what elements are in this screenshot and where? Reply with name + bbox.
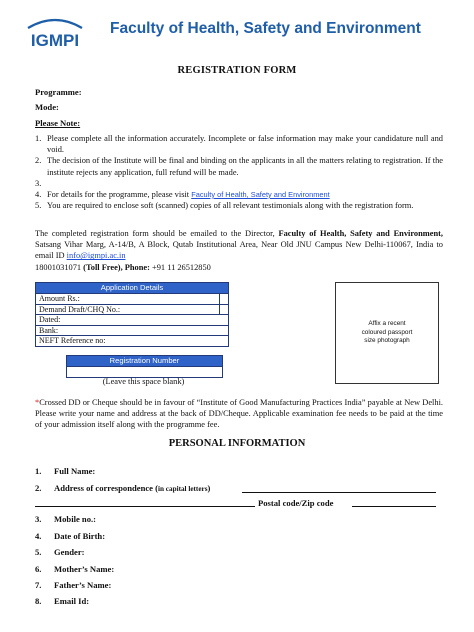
photo-box: Affix a recent coloured passport size photograph [335,282,439,384]
logo-text: IGMPI [30,31,80,50]
application-details-header: Application Details [36,283,228,294]
full-name-field[interactable]: 1. Full Name: [35,466,96,476]
registration-number-field [67,367,222,377]
father-name-field[interactable]: 7. Father’s Name: [35,580,112,590]
form-title: REGISTRATION FORM [177,65,297,76]
registration-caption: (Leave this space blank) [102,377,185,386]
notes-list [35,133,443,211]
postal-code-line [352,506,436,507]
contact-paragraph: The completed registration form should be emailed to the Director, Faculty of Health, Safety and Environment, Satsang Vihar Marg, A-14/B, A Block, Qutab Institutional Area, Near Old JNU Campus New Delhi-110067, India to email ID info@igmpi.ac.in 18001031071 (Toll Free), Phone: +91 11 26512850 [35,229,443,272]
address-field[interactable]: 2. Address of correspondence (in capital letters) [35,483,211,493]
address-line [242,492,436,493]
note-item: 4. For details for the programme, please visit Faculty of Health, Safety and Environment [35,190,330,199]
note-item: 3. [35,178,42,188]
postal-code-label: Postal code/Zip code [258,498,334,508]
gender-field[interactable]: 5. Gender: [35,547,85,557]
igmpi-logo-icon [24,14,86,52]
dated-row[interactable]: Dated: [36,315,228,326]
toll-free-number: 18001031071 [35,262,82,272]
mother-name-field[interactable]: 6. Mother’s Name: [35,564,115,574]
faculty-link[interactable]: Faculty of Health, Safety and Environment [191,190,330,199]
note-item: 2. The decision of the Institute will be final and binding on the applicants in all the matters relating to registration. If the institute rejects any application, full refund will be made. [35,156,443,177]
registration-number-header: Registration Number [67,356,222,367]
email-link[interactable]: info@igmpi.ac.in [66,251,126,261]
programme-label: Programme: [35,87,82,97]
note-label: Please Note: [35,118,81,128]
bank-row[interactable]: Bank: [36,326,228,337]
address-line-2 [35,506,255,507]
mode-label: Mode: [35,102,59,112]
personal-information-title: PERSONAL INFORMATION [168,438,306,449]
mobile-field[interactable]: 3. Mobile no.: [35,514,97,524]
dob-field[interactable]: 4. Date of Birth: [35,531,106,541]
igmpi-logo [24,14,86,52]
registration-number-box [66,355,223,378]
note-item: 5. You are required to enclose soft (scanned) copies of all relevant testimonials along with the registration form. [35,201,414,211]
email-field[interactable]: 8. Email Id: [35,596,90,606]
note-item: 1. Please complete all the information accurately. Incomplete or false information may make your candidature null and void. [35,134,443,155]
application-details-table [35,282,229,347]
faculty-title: Faculty of Health, Safety and Environment [110,20,421,37]
dd-note: *Crossed DD or Cheque should be in favour of “Institute of Good Manufacturing Practices India” payable at New Delhi. Please write your name and address at the back of DD/Cheque. Applicable examination fee needs to be paid at the time of your admission itself along with the programme fee. [35,398,443,430]
phone-number: +91 11 26512850 [149,262,211,272]
demand-draft-row[interactable]: Demand Draft/CHQ No.: [36,305,228,316]
amount-row[interactable]: Amount Rs.: [36,294,228,305]
neft-row[interactable]: NEFT Reference no: [39,336,106,346]
